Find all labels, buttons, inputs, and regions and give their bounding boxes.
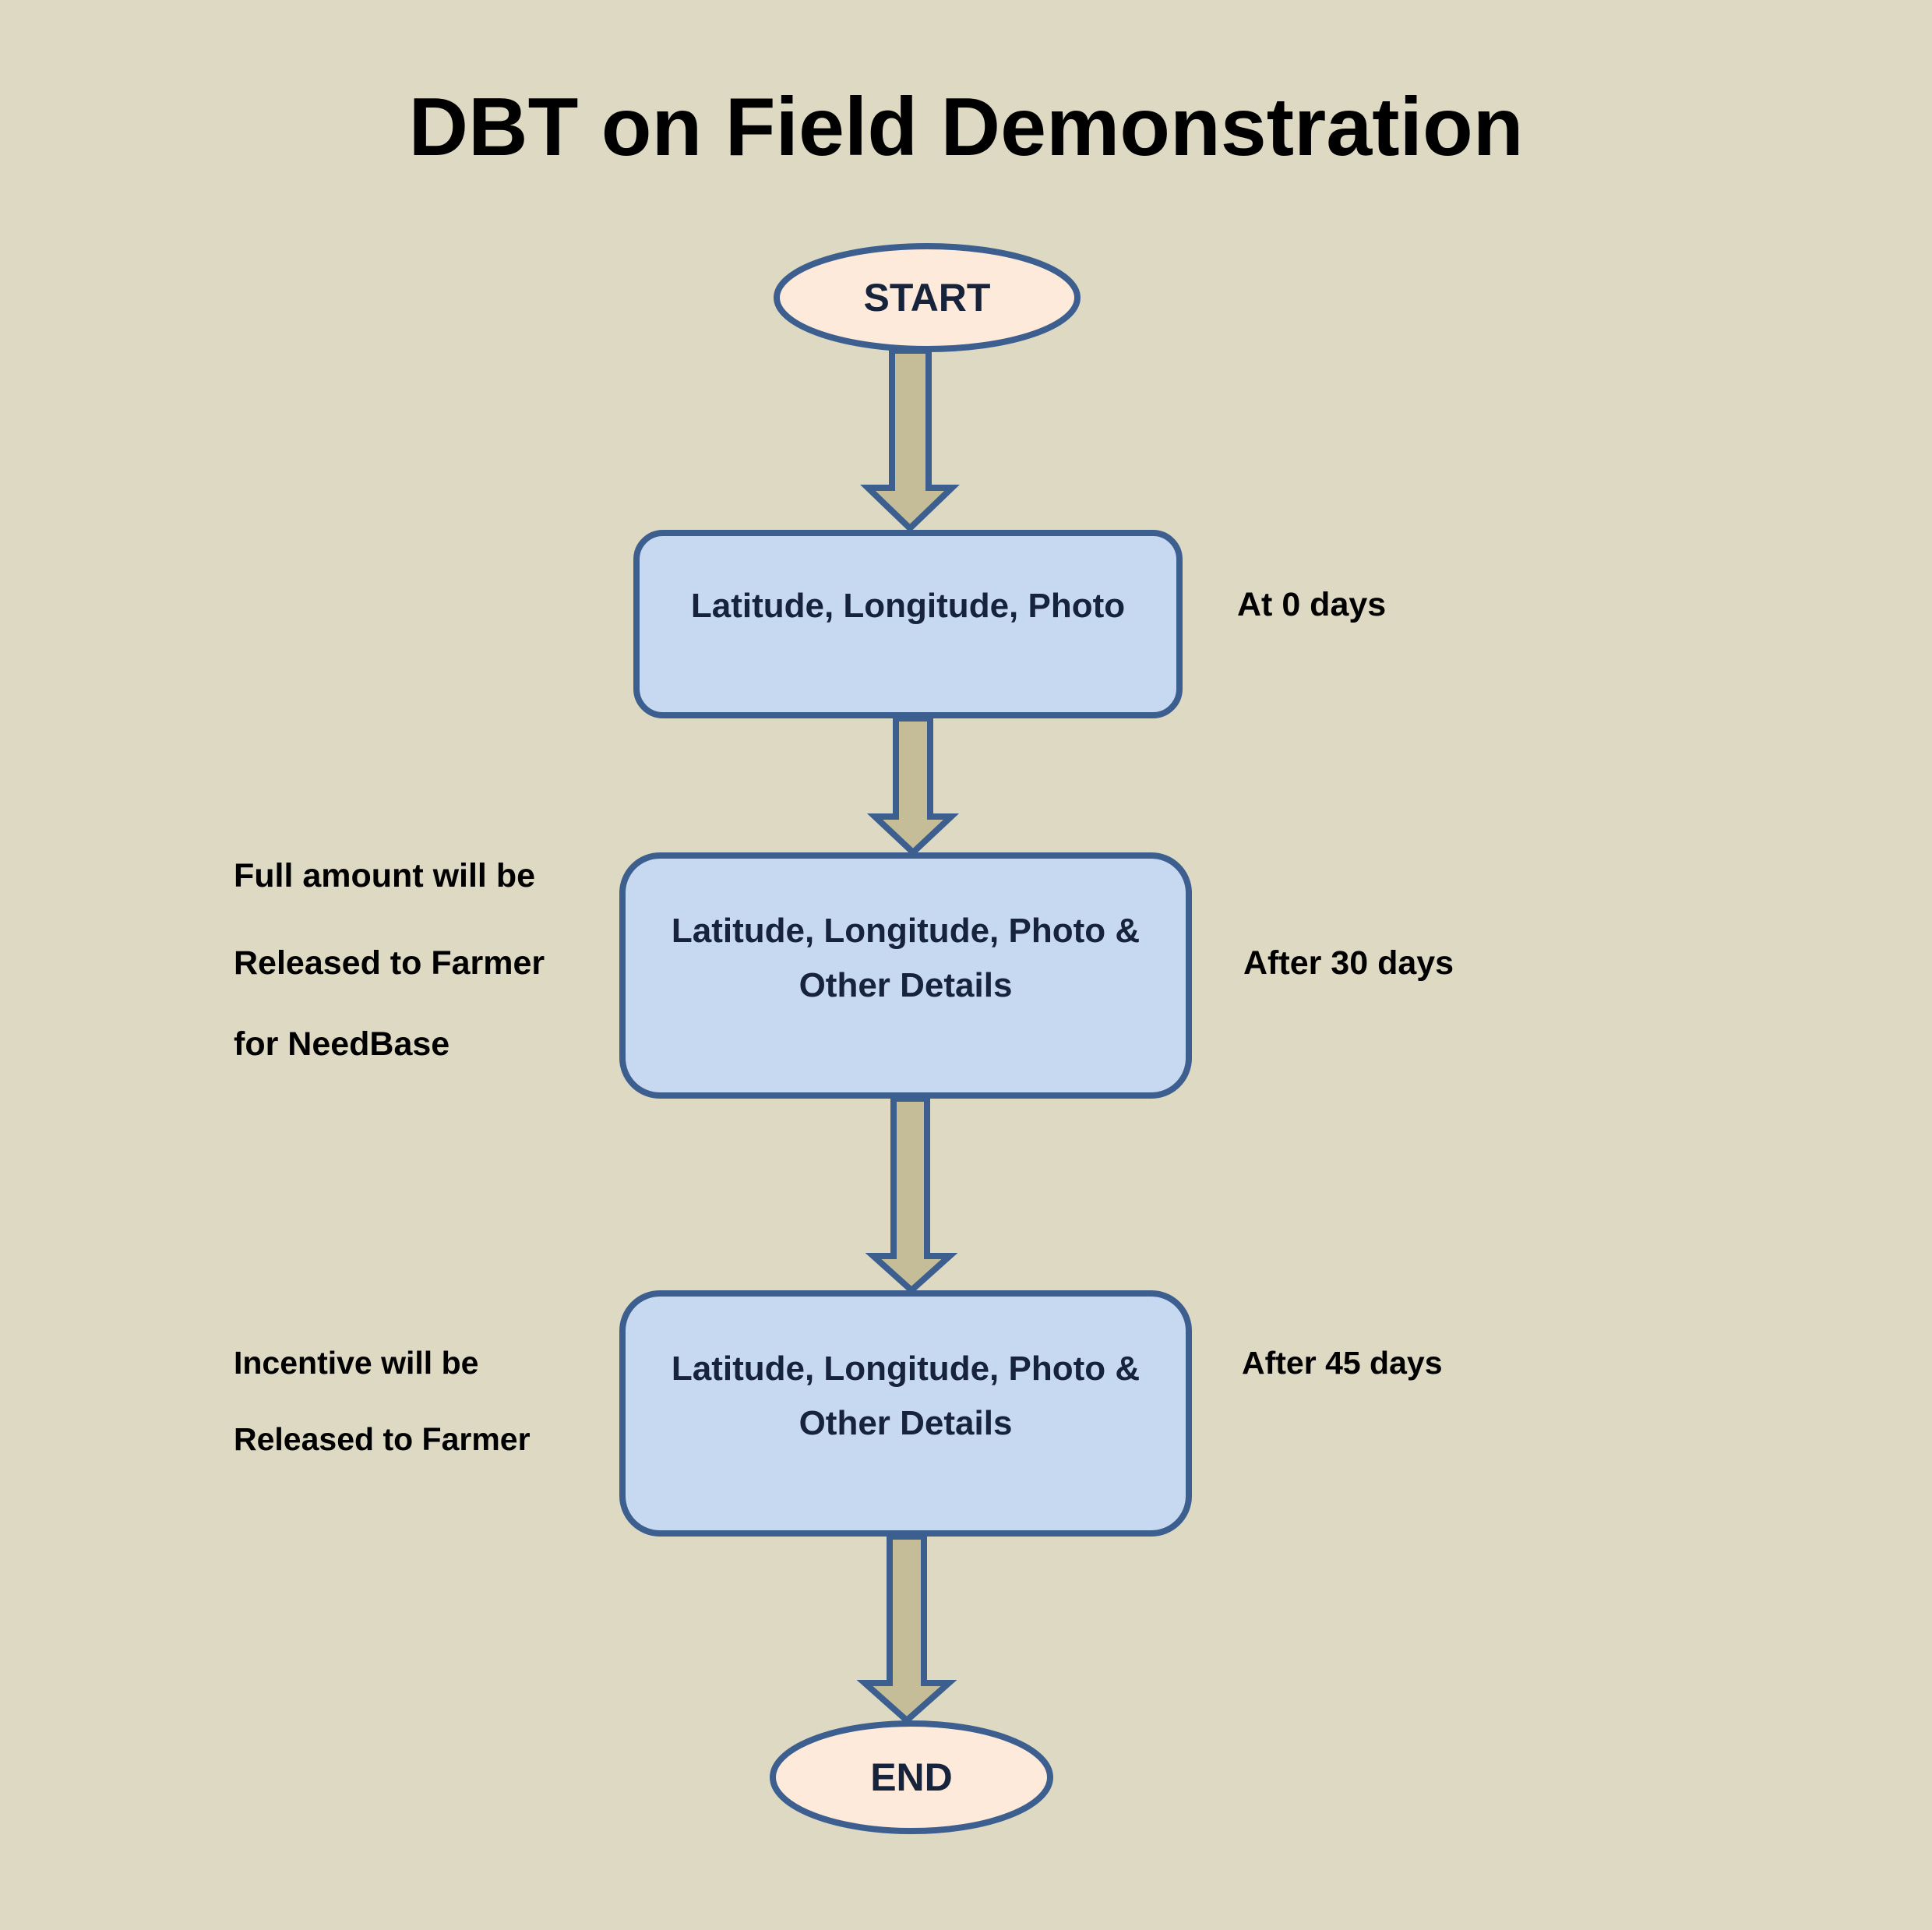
- step2-label: [622, 902, 1189, 1014]
- step2-text-line2: Other Details: [799, 966, 1013, 1004]
- step3-timing: After 45 days: [1242, 1345, 1443, 1381]
- step3-note-line1: Incentive will be: [234, 1345, 479, 1381]
- step3-text-line2: Other Details: [799, 1404, 1013, 1442]
- step3-text-line1: Latitude, Longitude, Photo &: [671, 1350, 1141, 1388]
- step1-text: Latitude, Longitude, Photo: [690, 587, 1126, 625]
- step2-note-line2: Released to Farmer: [234, 944, 545, 982]
- arrow-start-to-step1: [868, 351, 952, 528]
- step2-timing: After 30 days: [1243, 944, 1454, 982]
- step2-text-line1: Latitude, Longitude, Photo &: [671, 912, 1141, 950]
- arrow-step2-to-step3: [873, 1099, 950, 1290]
- step2-note-line1: Full amount will be: [234, 857, 535, 894]
- step2-note-line3: for NeedBase: [234, 1025, 450, 1063]
- end-text: END: [870, 1755, 953, 1799]
- step1-timing: At 0 days: [1237, 586, 1387, 623]
- start-text: START: [863, 276, 991, 319]
- step1-label: [636, 572, 1179, 640]
- step3-label: [622, 1340, 1189, 1452]
- diagram-title: DBT on Field Demonstration: [408, 81, 1524, 173]
- start-label: [777, 246, 1077, 349]
- end-label: [773, 1724, 1050, 1831]
- arrow-step3-to-end: [865, 1537, 949, 1720]
- step3-note-line2: Released to Farmer: [234, 1421, 531, 1457]
- arrow-step1-to-step2: [875, 718, 951, 852]
